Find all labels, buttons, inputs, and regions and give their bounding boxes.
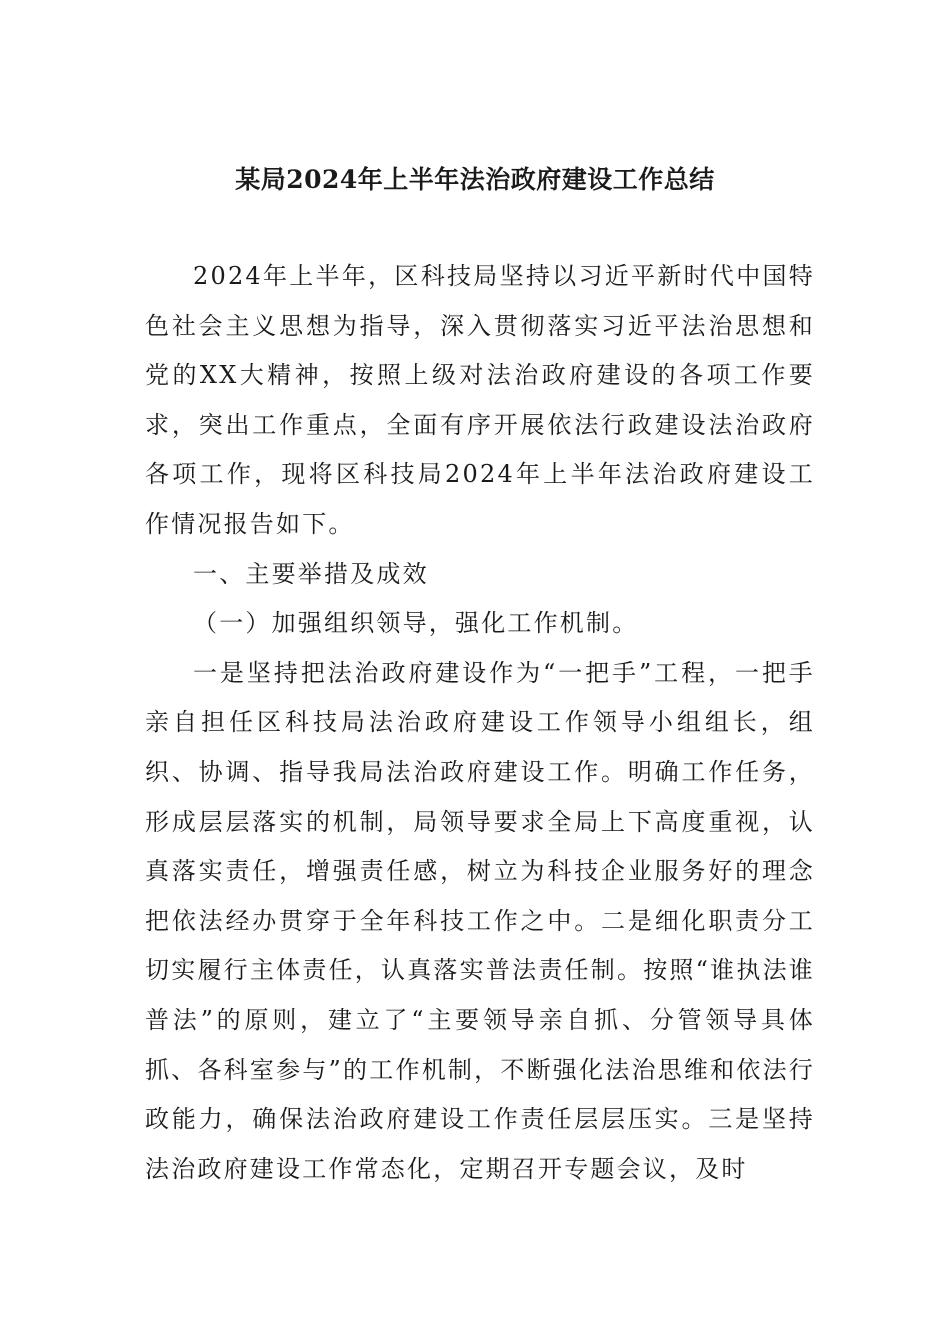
document-title: 某局2024年上半年法治政府建设工作总结 <box>235 165 715 194</box>
subsection-heading: （一）加强组织领导，强化工作机制。 <box>193 609 639 638</box>
section-heading: 一、主要举措及成效 <box>193 559 429 588</box>
intro-paragraph: 2024年上半年，区科技局坚持以习近平新时代中国特色社会主义思想为指导，深入贯彻落实习近平法治思想和党的XX大精神，按照上级对法治政府建设的各项工作要求，突出工作重点，全面有序开展依法行政建设法治政府各项工作，现将区科技局2024年上半年法治政府建设工作情况报告如下。 <box>145 262 815 538</box>
body-paragraph: 一是坚持把法治政府建设作为“一把手”工程，一把手亲自担任区科技局法治政府建设工作领导小组组长，组织、协调、指导我局法治政府建设工作。明确工作任务，形成层层落实的机制，局领导要求全局上下高度重视，认真落实责任，增强责任感，树立为科技企业服务好的理念把依法经办贯穿于全年科技工作之中。二是细化职责分工切实履行主体责任，认真落实普法责任制。按照“谁执法谁普法”的原则，建立了“主要领导亲自抓、分管领导具体抓、各科室参与”的工作机制，不断强化法治思维和依法行政能力，确保法治政府建设工作责任层层压实。三是坚持法治政府建设工作常态化，定期召开专题会议，及时 <box>145 658 815 1183</box>
document-body <box>145 252 815 1194</box>
